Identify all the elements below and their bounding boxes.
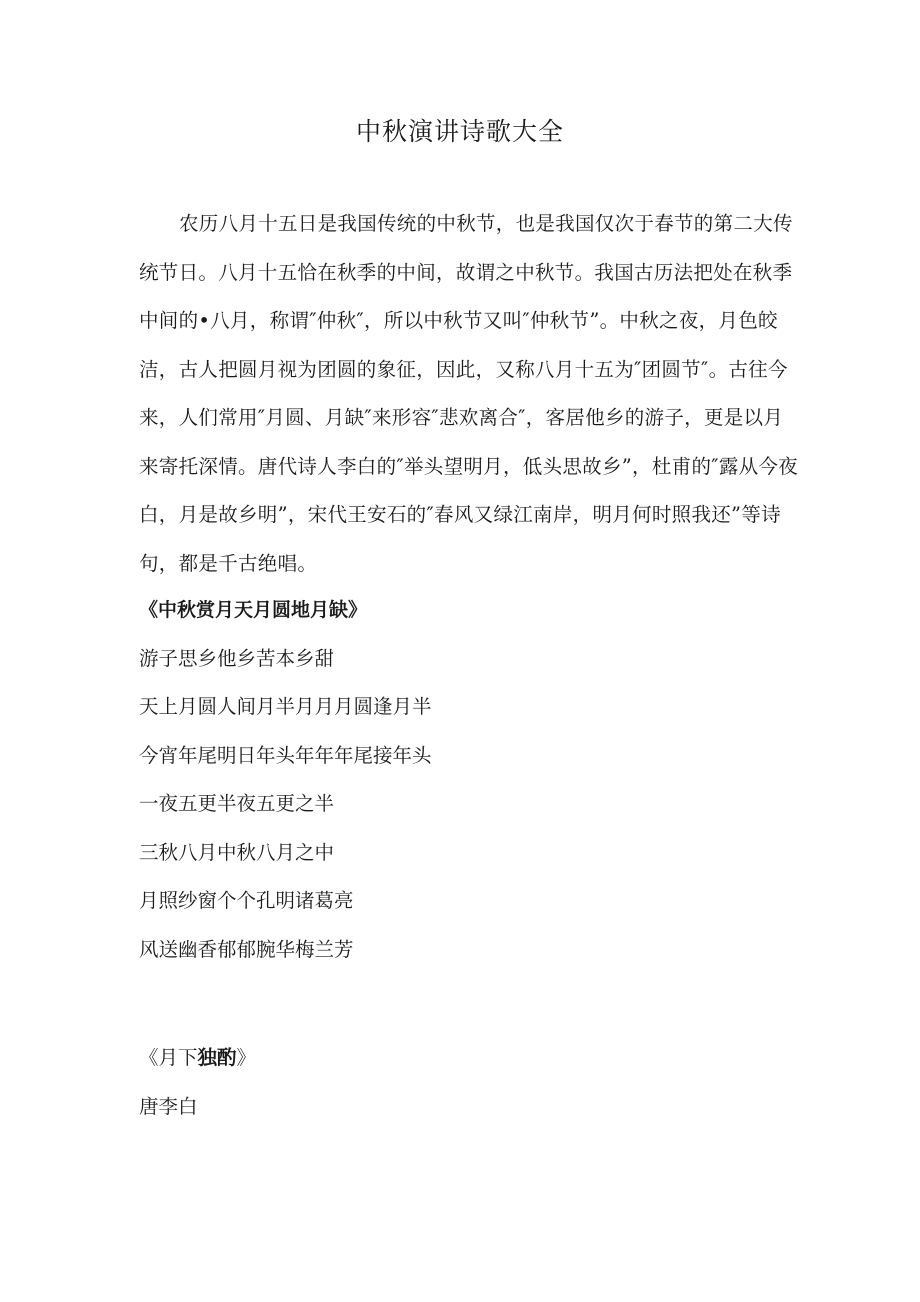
poem-line: 月照纱窗个个孔明诸葛亮 <box>139 889 354 912</box>
poem-line: 游子思乡他乡苦本乡甜 <box>139 646 335 670</box>
poem-line: 一夜五更半夜五更之半 <box>139 792 335 815</box>
poem-section-mid-autumn <box>139 586 799 974</box>
poem-title-suffix: 》 <box>236 1046 257 1069</box>
poem-title-bold: 独酌 <box>197 1046 237 1069</box>
document-title: 中秋演讲诗歌大全 <box>355 117 564 146</box>
poem-author: 唐李白 <box>139 1094 198 1118</box>
poem-section-drinking-alone <box>139 1034 799 1131</box>
poem-title <box>139 1034 799 1083</box>
intro-paragraph: 农历八月十五日是我国传统的中秋节，也是我国仅次于春节的第二大传统节日。八月十五恰在秋季的中间，故谓之中秋节。我国古历法把处在秋季中间的•八月，称谓″仲秋″，所以中秋节又叫″仲秋节”。中秋之夜，月色皎洁，古人把圆月视为团圆的象征，因此，又称八月十五为″团圆节″。古往今来，人们常用″月圆、月缺″来形容″悲欢离合″，客居他乡的游子，更是以月来寄托深情。唐代诗人李白的″举头望明月，低头思故乡”，杜甫的″露从今夜白，月是故乡明”，宋代王安石的″春风又绿江南岸，明月何时照我还”等诗句，都是千古绝唱。 <box>139 212 799 575</box>
poem-line: 三秋八月中秋八月之中 <box>139 840 335 864</box>
poem-line: 今宵年尾明日年头年年年尾接年头 <box>139 743 432 767</box>
poem-title: 《中秋赏月天月圆地月缺》 <box>139 599 368 621</box>
poem-line: 风送幽香郁郁腕华梅兰芳 <box>139 937 354 961</box>
poem-title-prefix: 《月下 <box>139 1046 198 1069</box>
poem-line: 天上月圆人间月半月月月圆逢月半 <box>139 695 432 718</box>
